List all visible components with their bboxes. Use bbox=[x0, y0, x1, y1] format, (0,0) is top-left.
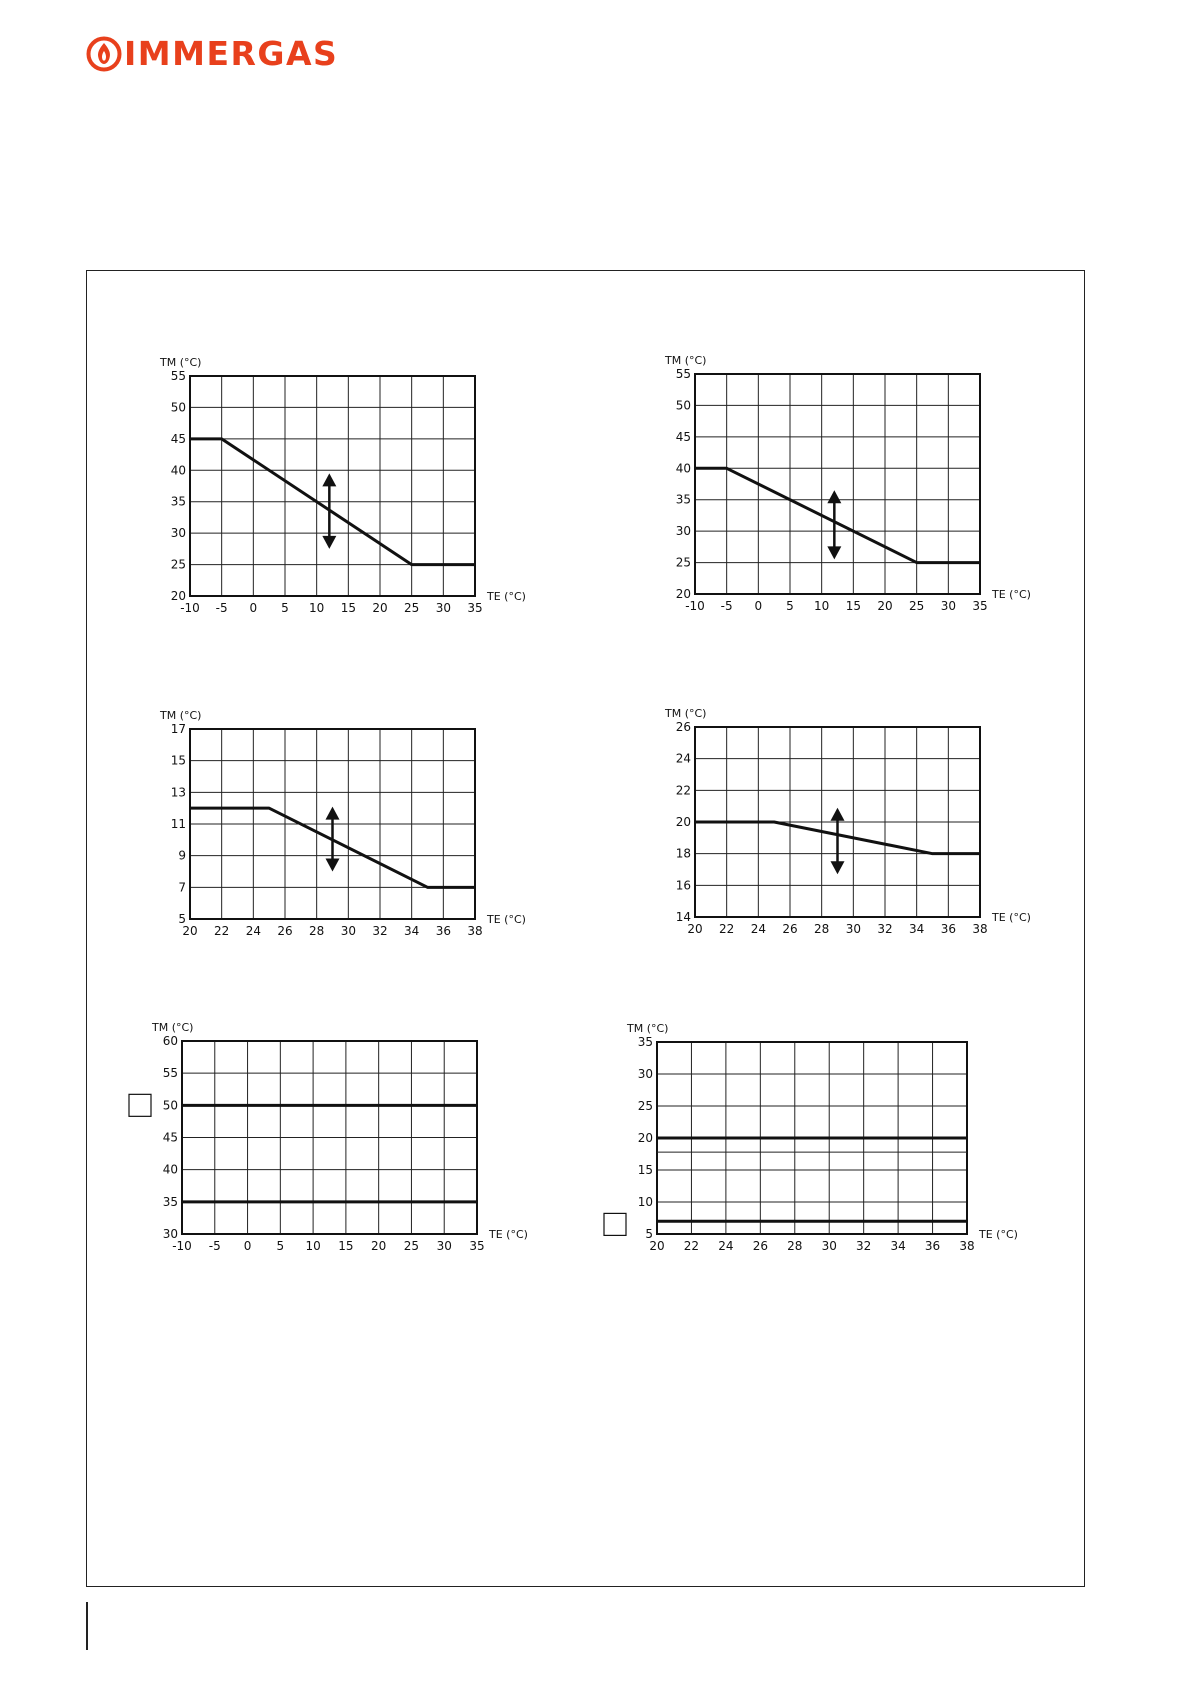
x-tick-label: 15 bbox=[338, 1239, 354, 1253]
x-axis-label: TE (°C) bbox=[489, 1228, 528, 1241]
arrow-down-icon bbox=[326, 859, 340, 872]
y-tick-label: 35 bbox=[170, 494, 186, 509]
y-tick-label: 45 bbox=[675, 429, 691, 444]
x-tick-label: 20 bbox=[372, 601, 388, 615]
y-axis-label: TM (°C) bbox=[160, 709, 202, 722]
x-tick-label: 26 bbox=[782, 922, 798, 936]
x-tick-label: 34 bbox=[909, 922, 925, 936]
y-tick-label: 20 bbox=[675, 587, 691, 601]
y-tick-label: 40 bbox=[162, 1162, 178, 1177]
y-axis-label: TM (°C) bbox=[665, 707, 707, 720]
x-tick-label: 28 bbox=[787, 1239, 803, 1253]
flame-logo-icon bbox=[86, 36, 122, 72]
arrow-down-icon bbox=[827, 546, 841, 559]
x-tick-label: 38 bbox=[972, 922, 988, 936]
y-tick-label: 7 bbox=[178, 880, 186, 895]
margin-rule bbox=[86, 1602, 88, 1650]
y-axis-label: TM (°C) bbox=[665, 354, 707, 367]
x-tick-label: 5 bbox=[786, 599, 794, 613]
checkbox-square bbox=[129, 1094, 151, 1116]
x-tick-label: 30 bbox=[821, 1239, 837, 1253]
x-tick-label: 0 bbox=[249, 601, 258, 615]
arrow-up-icon bbox=[831, 808, 845, 821]
x-axis-label: TE (°C) bbox=[979, 1228, 1018, 1241]
x-tick-label: 28 bbox=[309, 924, 325, 938]
y-axis-label: TM (°C) bbox=[160, 356, 202, 369]
chart-2 bbox=[655, 345, 1055, 625]
x-tick-label: 22 bbox=[214, 924, 230, 938]
y-tick-label: 55 bbox=[675, 367, 691, 381]
x-tick-label: 20 bbox=[649, 1239, 665, 1253]
x-tick-label: 10 bbox=[814, 599, 830, 613]
x-tick-label: 26 bbox=[277, 924, 293, 938]
x-tick-label: 30 bbox=[940, 599, 956, 613]
x-tick-label: 32 bbox=[372, 924, 388, 938]
chart-4 bbox=[655, 700, 1055, 980]
y-tick-label: 25 bbox=[675, 555, 691, 570]
y-tick-label: 45 bbox=[162, 1130, 178, 1145]
y-tick-label: 60 bbox=[162, 1034, 178, 1048]
x-tick-label: 10 bbox=[305, 1239, 321, 1253]
y-tick-label: 5 bbox=[178, 912, 186, 926]
x-tick-label: 10 bbox=[309, 601, 325, 615]
x-axis-label: TE (°C) bbox=[992, 588, 1031, 601]
x-tick-label: 20 bbox=[182, 924, 198, 938]
y-tick-label: 25 bbox=[637, 1099, 653, 1113]
y-tick-label: 55 bbox=[170, 369, 186, 383]
y-tick-label: 16 bbox=[675, 878, 691, 893]
y-tick-label: 22 bbox=[675, 783, 691, 798]
y-tick-label: 9 bbox=[178, 848, 186, 863]
chart-5 bbox=[120, 1005, 550, 1285]
x-tick-label: 0 bbox=[754, 599, 763, 613]
x-tick-label: -10 bbox=[685, 599, 705, 613]
x-tick-label: 24 bbox=[245, 924, 261, 938]
y-tick-label: 30 bbox=[637, 1067, 653, 1081]
x-tick-label: 35 bbox=[467, 601, 483, 615]
y-tick-label: 18 bbox=[675, 846, 691, 861]
x-tick-label: 25 bbox=[404, 601, 420, 615]
x-tick-label: 15 bbox=[845, 599, 861, 613]
y-tick-label: 45 bbox=[170, 431, 186, 446]
x-axis-label: TE (°C) bbox=[487, 913, 526, 926]
x-tick-label: 35 bbox=[469, 1239, 485, 1253]
x-tick-label: 32 bbox=[856, 1239, 872, 1253]
x-tick-label: 34 bbox=[404, 924, 420, 938]
y-tick-label: 50 bbox=[675, 398, 691, 413]
y-axis-label: TM (°C) bbox=[152, 1021, 194, 1034]
x-tick-label: 36 bbox=[940, 922, 956, 936]
x-tick-label: -10 bbox=[172, 1239, 192, 1253]
x-tick-label: 25 bbox=[403, 1239, 420, 1253]
checkbox-square bbox=[604, 1213, 626, 1235]
y-tick-label: 35 bbox=[637, 1035, 653, 1049]
y-tick-label: 35 bbox=[675, 492, 691, 507]
y-tick-label: 40 bbox=[675, 461, 691, 476]
x-tick-label: -10 bbox=[180, 601, 200, 615]
x-tick-label: 25 bbox=[909, 599, 925, 613]
x-tick-label: 20 bbox=[877, 599, 893, 613]
x-tick-label: 20 bbox=[687, 922, 703, 936]
x-tick-label: 38 bbox=[959, 1239, 975, 1253]
x-tick-label: 30 bbox=[845, 922, 861, 936]
y-tick-label: 30 bbox=[675, 524, 691, 539]
arrow-down-icon bbox=[831, 861, 845, 874]
x-tick-label: 30 bbox=[435, 601, 451, 615]
y-tick-label: 10 bbox=[637, 1195, 653, 1209]
x-tick-label: 36 bbox=[924, 1239, 941, 1253]
y-tick-label: 25 bbox=[170, 557, 186, 572]
y-tick-label: 17 bbox=[170, 722, 186, 736]
y-tick-label: 55 bbox=[162, 1066, 178, 1081]
x-tick-label: 36 bbox=[435, 924, 451, 938]
x-axis-label: TE (°C) bbox=[487, 590, 526, 603]
arrow-up-icon bbox=[322, 473, 336, 486]
y-tick-label: 15 bbox=[637, 1163, 653, 1177]
x-tick-label: 26 bbox=[752, 1239, 768, 1253]
x-tick-label: 5 bbox=[281, 601, 289, 615]
arrow-up-icon bbox=[326, 807, 340, 820]
chart-3 bbox=[150, 700, 550, 980]
y-tick-label: 30 bbox=[170, 526, 186, 541]
chart-1 bbox=[150, 345, 550, 625]
brand-logo bbox=[86, 36, 338, 72]
y-tick-label: 50 bbox=[170, 400, 186, 415]
y-tick-label: 50 bbox=[162, 1098, 178, 1113]
x-tick-label: 0 bbox=[243, 1239, 252, 1253]
y-tick-label: 20 bbox=[637, 1131, 653, 1145]
x-tick-label: 38 bbox=[467, 924, 483, 938]
y-tick-label: 26 bbox=[675, 720, 691, 734]
x-tick-label: 20 bbox=[371, 1239, 387, 1253]
arrow-down-icon bbox=[322, 536, 336, 549]
x-tick-label: 28 bbox=[814, 922, 830, 936]
x-tick-label: 15 bbox=[340, 601, 356, 615]
x-tick-label: 30 bbox=[436, 1239, 452, 1253]
plot-frame bbox=[695, 374, 980, 594]
brand-name: IMMERGAS bbox=[124, 34, 339, 73]
x-tick-label: 35 bbox=[972, 599, 988, 613]
x-tick-label: 30 bbox=[340, 924, 356, 938]
x-tick-label: 24 bbox=[750, 922, 766, 936]
y-tick-label: 20 bbox=[170, 589, 186, 603]
x-tick-label: 34 bbox=[890, 1239, 906, 1253]
arrow-up-icon bbox=[827, 490, 841, 503]
y-tick-label: 11 bbox=[170, 817, 186, 831]
x-tick-label: 22 bbox=[683, 1239, 700, 1253]
y-tick-label: 20 bbox=[675, 815, 691, 829]
x-tick-label: -5 bbox=[720, 599, 733, 613]
x-tick-label: 24 bbox=[718, 1239, 734, 1253]
x-tick-label: 32 bbox=[877, 922, 893, 936]
x-axis-label: TE (°C) bbox=[992, 911, 1031, 924]
x-tick-label: -5 bbox=[208, 1239, 221, 1253]
x-tick-label: 22 bbox=[719, 922, 735, 936]
y-tick-label: 40 bbox=[170, 463, 186, 478]
y-tick-label: 14 bbox=[675, 910, 691, 924]
y-axis-label: TM (°C) bbox=[627, 1022, 669, 1035]
x-tick-label: 5 bbox=[276, 1239, 285, 1253]
y-tick-label: 13 bbox=[170, 785, 186, 800]
x-tick-label: -5 bbox=[215, 601, 228, 615]
y-tick-label: 5 bbox=[645, 1227, 653, 1241]
y-tick-label: 15 bbox=[170, 753, 186, 768]
chart-6 bbox=[595, 1005, 1055, 1285]
y-tick-label: 24 bbox=[675, 751, 691, 766]
y-tick-label: 35 bbox=[162, 1194, 178, 1209]
y-tick-label: 30 bbox=[162, 1227, 178, 1241]
